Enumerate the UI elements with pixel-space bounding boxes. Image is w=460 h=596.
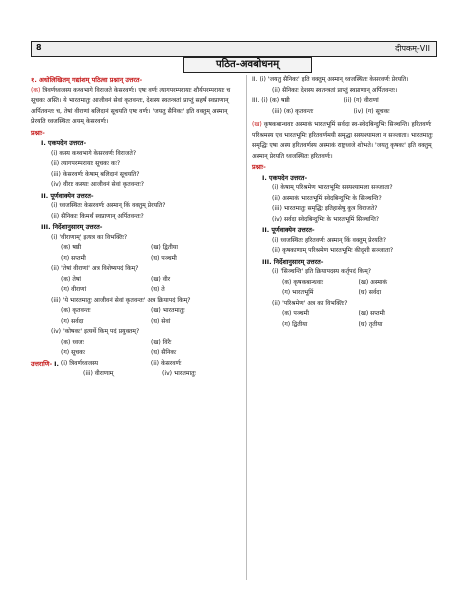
passage-1 xyxy=(31,86,241,128)
answer: II. (i) 'जयतु सैनिकः' इति वक्तुम् अस्मान् ध्वजस्थितः केसरवर्णः प्रेरयति। xyxy=(252,76,409,83)
options-row xyxy=(31,254,241,265)
answer: (i) त्रिवर्णध्वजस्य xyxy=(60,359,99,367)
option: (ग) भारतभूमिं xyxy=(282,289,314,296)
question: (ii) कृषकाणाम् परिश्रमेण भारतभूमिः कीदृशी सञ्जाता? xyxy=(272,247,394,254)
prashna-label: प्रश्नाः- xyxy=(252,163,266,171)
option: (क) षष्ठी xyxy=(61,244,82,251)
options-row xyxy=(31,243,241,254)
q1-title: १. अधोलिखितम् गद्यांशम् पठित्वा प्रश्नान् उत्तरत- xyxy=(31,76,143,84)
option: (ग) द्वितीया xyxy=(282,320,308,328)
question: (ii) 'तेषां वीराणां' अत्र विशेष्यपदं किम्? xyxy=(51,265,139,272)
question: (iii) 'ये भारतमातुः आजीवनं सेवां कृतवन्तः' अत्र क्रियापदं किम्? xyxy=(51,296,191,304)
prashna-label: प्रश्नाः- xyxy=(31,128,45,137)
question: (i) ध्वजस्थितः केसरवर्णः अस्मान् किं वक्तुम् प्रेरयति? xyxy=(51,202,166,209)
option: (ख) भारतमातुः xyxy=(151,307,185,314)
page-number: 8 xyxy=(36,43,42,52)
options-row xyxy=(31,348,241,359)
question: (i) कस्य कथ्वभागे केसरवर्णः विराजते? xyxy=(51,149,137,157)
option: (ग) सर्वदा xyxy=(61,317,84,325)
question: (i) केषाम् परिश्रमेण भारतभूमिः सस्यश्यामला सञ्जाता? xyxy=(272,184,393,191)
option: (घ) सैनिकः xyxy=(151,349,177,356)
answer: III. (i) (क) षष्ठी xyxy=(252,97,290,104)
option: (ख) वीर xyxy=(151,275,171,283)
answer: (ii) सैनिकाः देशस्य स्वतन्त्रतां प्राप्तुं स्वप्राणान् अर्पितवन्तः। xyxy=(272,86,398,94)
options-row xyxy=(252,288,435,299)
option: (क) कृतवन्तः xyxy=(61,307,91,314)
section-2-heading: II. पूर्णवाक्येन उत्तरत- xyxy=(262,226,315,234)
answers-row xyxy=(252,96,435,107)
answer: (ii) (ग) वीराणां xyxy=(343,97,379,104)
option: (ख) द्वितीया xyxy=(151,244,178,251)
options-row xyxy=(252,320,435,331)
section-1-heading: I. एकपदेन उत्तरत- xyxy=(262,173,308,182)
answer: (iii) वीराणाम् xyxy=(83,370,114,377)
passage-2 xyxy=(252,120,435,162)
section-3-heading: III. निर्देशानुसारम् उत्तरत- xyxy=(262,257,324,266)
section-1-heading: I. एकपदेन उत्तरत- xyxy=(41,139,87,147)
option: (ग) सप्तमी xyxy=(61,254,86,262)
answers-row xyxy=(31,369,241,380)
section-3-heading: III. निर्देशानुसारम् उत्तरत- xyxy=(41,223,103,231)
page-title: पठित-अवबोधनम् xyxy=(183,57,312,73)
question: (iv) वीराः कस्याः आजीवनं सेवां कृतवन्तः? xyxy=(51,181,144,188)
options-row xyxy=(31,285,241,296)
question: (i) 'वीराणाम्' इत्यत्र का विभक्तिः? xyxy=(51,233,128,241)
right-column xyxy=(252,75,435,330)
section-2-heading: II. पूर्णवाक्येन उत्तरत- xyxy=(41,191,94,200)
option: (क) पञ्चमी xyxy=(282,310,309,317)
passage-1-marker: (क) xyxy=(31,86,41,94)
column-divider xyxy=(246,75,247,580)
options-row xyxy=(31,317,241,328)
option: (क) तेषां xyxy=(61,275,81,283)
answers-row xyxy=(31,359,241,370)
option: (घ) ते xyxy=(151,286,165,293)
option: (ख) विरैः xyxy=(151,338,172,346)
question: (iv) 'कोषकः' इत्यर्थे किम् पदं प्रयुक्तम्? xyxy=(51,328,140,335)
passage-2-text: कृषकबान्धवाः अस्माकं भारतभूमिं सर्वदा स्व-स्वेदबिन्दुभिः सिञ्चन्ति। हरितवर्णः परिश्रमस्य एव भारतभूमिः हरितवर्णमयी समृद्धा सस्यश्यामला न सञ्जाता। भारतमातुः समृद्धिः एषा अस्य हरितवर्णस्य अस्माकं राष्ट्रध्वजे शोभते। 'जयतु कृषकः' इति वक्तुम् अस्मान् प्रेरयति ध्वजस्थितः हरितवर्णः। xyxy=(252,121,433,160)
question: (i) ध्वजस्थितः हरितवर्णः अस्मान् किं वक्तुम् प्रेरयति? xyxy=(272,236,386,244)
options-row xyxy=(252,278,435,289)
option: (क) कृषकबान्धवाः xyxy=(282,278,323,286)
option: (घ) पञ्चमी xyxy=(151,254,177,262)
options-row xyxy=(31,306,241,317)
answer: (ii) केसरवर्णः xyxy=(150,359,182,367)
option: (ख) अस्माकं xyxy=(358,278,388,286)
left-column xyxy=(31,75,241,380)
options-row xyxy=(31,338,241,349)
book-label: दीपकम्-VII xyxy=(395,44,430,53)
question: (ii) अस्माकं भारतभूमिं स्वेदबिन्दुभिः के सिञ्चन्ति? xyxy=(272,194,382,202)
options-row xyxy=(252,309,435,320)
question: (iii) भारतमातुः समृद्धिः इतिहासेषु कुत्र विराजते? xyxy=(272,205,378,212)
option: (घ) तृतीया xyxy=(358,320,383,328)
option: (ग) सूचकः xyxy=(61,349,86,356)
options-row xyxy=(31,275,241,286)
question: (iv) सर्वदा स्वेदबिन्दुभिः के भारतभूमिं सिञ्चन्ति? xyxy=(272,215,380,223)
question: (ii) सैनिकाः किमर्थं स्वप्राणान् अर्पितवन्तः? xyxy=(51,212,144,220)
question: (i) 'सिञ्चन्ति' इति क्रियापदस्य कर्तृपदं किम्? xyxy=(272,268,371,275)
option: (घ) सर्वदा xyxy=(358,289,382,296)
option: (घ) सेवां xyxy=(151,317,171,325)
question: (ii) त्यागपरम्परायाः सूचकः कः? xyxy=(51,160,121,167)
answer: (iii) (क) कृतवन्तः xyxy=(272,107,314,115)
option: (क) ध्वजः xyxy=(61,338,84,346)
passage-2-marker: (ख) xyxy=(252,121,262,128)
option: (ख) सप्तमी xyxy=(358,310,385,317)
uttar-label: उत्तराणि- xyxy=(31,359,53,368)
answers-heading: I. xyxy=(54,359,59,368)
header-bar xyxy=(31,41,437,57)
passage-1-text: त्रिवर्णध्वजस्य कथ्वभागे विराजते केसरवर्णः। एषः वर्णः त्यागपरम्परायाः शौर्यपरम्परायाः च सूचकः अस्ति। ये भारतमातुः आजीवनं सेवां कृतवन्तः, देशस्य स्वतन्त्रतां प्राप्तुं सहर्षं स्वप्राणान् अर्पितवन्तः च, तेषां वीराणां बलिदानं सूचयति एषः वर्णः। 'जयतु सैनिकः' इति वक्तुम् अस्मान् प्रेरयति ध्वजस्थितः अयम् केसरवर्णः। xyxy=(31,86,231,125)
option: (ग) वीराणां xyxy=(61,286,87,293)
answer: (iv) (ग) सूचकः xyxy=(353,107,390,115)
answers-row xyxy=(252,107,435,118)
question: (ii) 'परिश्रमेण' अत्र का विभक्तिः? xyxy=(272,299,348,307)
answer: (iv) भारतमातुः xyxy=(162,370,196,377)
question: (iii) केसरवर्णः केषाम् बलिदानं सूचयति? xyxy=(51,170,140,178)
